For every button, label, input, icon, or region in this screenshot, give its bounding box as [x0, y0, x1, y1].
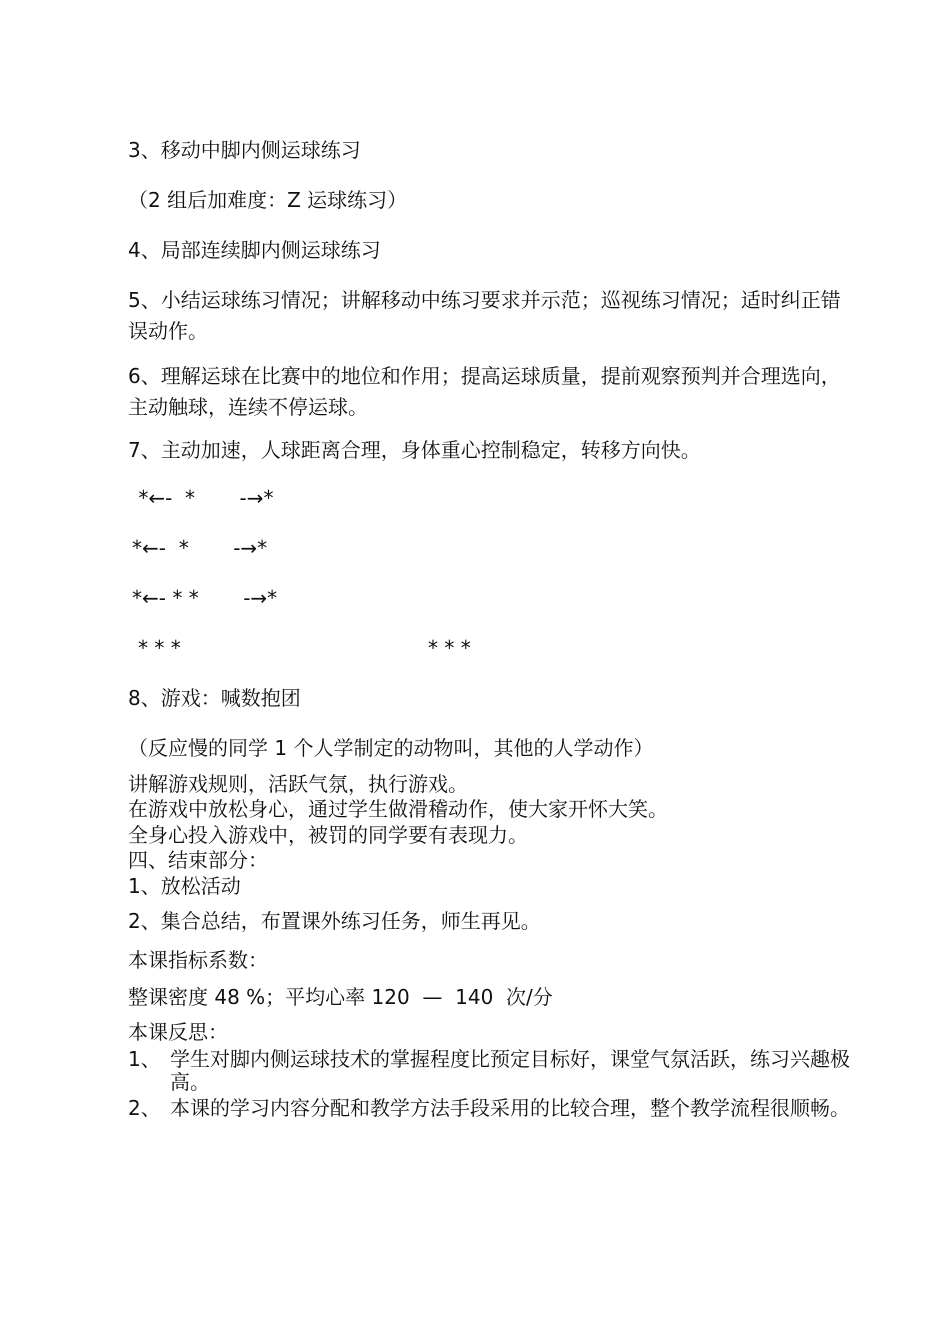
ending-heading: 四、结束部分：	[128, 848, 268, 872]
game-title: 8、游戏：喊数抱团	[128, 686, 301, 710]
reflection-item-2	[128, 1097, 860, 1120]
reflection-item-number: 1、	[128, 1047, 161, 1071]
game-line-1: 讲解游戏规则，活跃气氛，执行游戏。	[128, 772, 468, 796]
diagram-row-3: *←- * * -→*	[132, 586, 278, 610]
index-value: 整课密度 48 %；平均心率 120 — 140 次/分	[128, 985, 553, 1009]
diagram-row-1: *←- * -→*	[132, 486, 274, 510]
ending-line-1: 1、放松活动	[128, 874, 241, 898]
game-line-3: 全身心投入游戏中，被罚的同学要有表现力。	[128, 823, 528, 847]
step-6-paragraph: 6、理解运球在比赛中的地位和作用；提高运球质量，提前观察预判并合理选向，主动触球，连续不停运球。	[128, 364, 841, 419]
step-3-note: （2 组后加难度：Z 运球练习）	[128, 188, 408, 212]
reflection-item-text: 本课的学习内容分配和教学方法手段采用的比较合理，整个教学流程很顺畅。	[170, 1096, 850, 1120]
diagram-row-4-left: * * *	[138, 636, 181, 660]
index-title: 本课指标系数：	[128, 948, 268, 972]
step-7-line: 7、主动加速，人球距离合理，身体重心控制稳定，转移方向快。	[128, 438, 701, 462]
reflection-item-text: 学生对脚内侧运球技术的掌握程度比预定目标好，课堂气氛活跃，练习兴趣极高。	[170, 1047, 850, 1094]
diagram-row-2: *←- * -→*	[132, 536, 268, 560]
game-line-2: 在游戏中放松身心，通过学生做滑稽动作，使大家开怀大笑。	[128, 797, 668, 821]
ending-line-2: 2、集合总结，布置课外练习任务，师生再见。	[128, 909, 541, 933]
step-4-line: 4、局部连续脚内侧运球练习	[128, 238, 381, 262]
game-note: （反应慢的同学 1 个人学制定的动物叫，其他的人学动作）	[128, 736, 654, 760]
reflection-title: 本课反思：	[128, 1020, 228, 1044]
diagram-row-4-right: * * *	[428, 636, 471, 660]
reflection-item-number: 2、	[128, 1096, 161, 1120]
reflection-item-1	[128, 1048, 860, 1094]
step-5-paragraph: 5、小结运球练习情况；讲解移动中练习要求并示范；巡视练习情况；适时纠正错误动作。	[128, 288, 841, 343]
step-3-line: 3、移动中脚内侧运球练习	[128, 138, 361, 162]
